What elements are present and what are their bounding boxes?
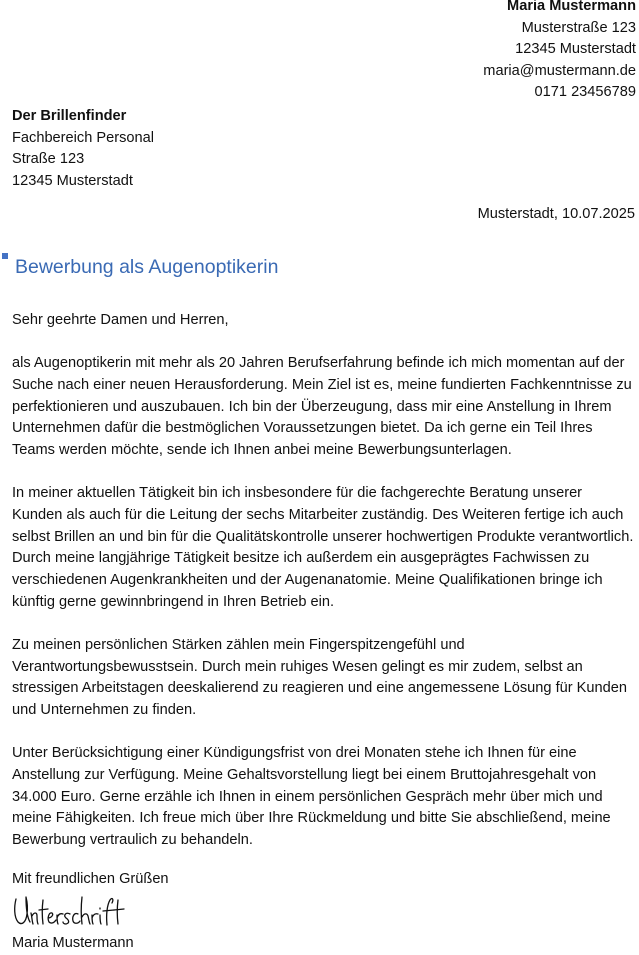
body-paragraph: Unter Berücksichtigung einer Kündigungsfrist von drei Monaten stehe ich Ihnen für eine Anstellung zur Verfügung. Meine Gehaltsvorstellung liegt bei einem Bruttojahresgehalt von 34.000 Euro. Gerne erzähle ich Ihnen in einem persönlichen Gespräch mehr über mich und meine Fähigkeiten. Ich freue mich über Ihre Rückmeldung und bitte Sie abschließend, meine Bewerbung vertraulich zu behandeln.	[12, 745, 611, 849]
sender-email: maria@mustermann.de	[483, 62, 636, 79]
sender-street: Musterstraße 123	[521, 19, 636, 36]
signer-name: Maria Mustermann	[12, 935, 134, 951]
recipient-department: Fachbereich Personal	[12, 129, 154, 146]
salutation: Sehr geehrte Damen und Herren,	[12, 312, 229, 328]
body-paragraph: als Augenoptikerin mit mehr als 20 Jahren Berufserfahrung befinde ich mich momentan auf der Suche nach einer neuen Herausforderung. Mein Ziel ist es, meine fundierten Fachkenntnisse zu perfektionieren und auszubauen. Ich bin der Überzeugung, dass mir eine Anstellung in Ihrem Unternehmen dafür die bestmöglichen Voraussetzungen bietet. Da ich gerne ein Teil Ihres Teams werden möchte, sende ich Ihnen anbei meine Bewerbungsunterlagen.	[12, 355, 632, 459]
sender-city: 12345 Musterstadt	[515, 41, 636, 58]
recipient-street: Straße 123	[12, 151, 85, 168]
body-paragraph: In meiner aktuellen Tätigkeit bin ich insbesondere für die fachgerechte Beratung unserer Kunden als auch für die Leitung der sechs Mitarbeiter zuständig. Des Weiteren fertige ich auch selbst Brillen an und bin für die Qualitätskontrolle unserer hochwertigen Produkte verantwortlich. Durch meine langjährige Tätigkeit besitze ich außerdem ein ausgeprägtes Fachwissen zu verschiedenen Augenkrankheiten und der Augenanatomie. Meine Qualifikationen bringe ich künftig gerne gewinnbringend in Ihren Betrieb ein.	[12, 485, 634, 610]
closing-phrase: Mit freundlichen Grüßen	[12, 871, 169, 887]
sender-name: Maria Mustermann	[507, 0, 636, 14]
letter-body	[12, 310, 635, 873]
sender-address-block	[483, 0, 636, 104]
place-date: Musterstadt, 10.07.2025	[477, 206, 635, 222]
recipient-address-block	[12, 106, 154, 192]
recipient-company: Der Brillenfinder	[12, 108, 127, 124]
subject-heading: Bewerbung als Augenoptikerin	[15, 256, 279, 278]
sender-phone: 0171 23456789	[534, 84, 636, 101]
recipient-city: 12345 Musterstadt	[12, 172, 133, 189]
handwritten-signature	[12, 891, 130, 933]
heading-marker	[2, 253, 8, 259]
body-paragraph: Zu meinen persönlichen Stärken zählen mein Fingerspitzengefühl und Verantwortungsbewusstsein. Durch mein ruhiges Wesen gelingt es mir zudem, selbst an stressigen Arbeitstagen deeskalierend zu reagieren und eine angemessene Lösung für Kunden und Unternehmen zu finden.	[12, 636, 627, 719]
